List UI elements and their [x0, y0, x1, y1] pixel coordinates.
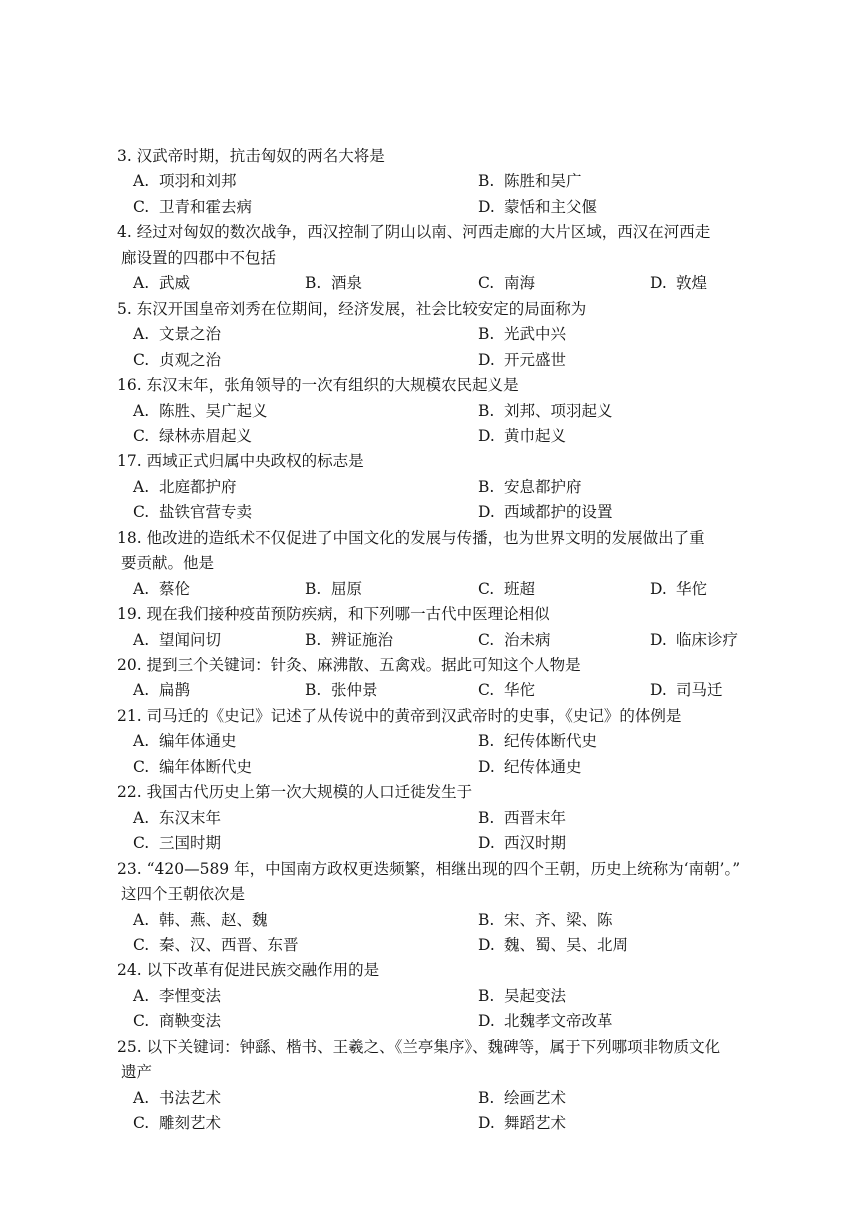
option-text: 陈胜和吴广 [504, 172, 582, 191]
option-letter: B. [305, 274, 322, 293]
option-text: 刘邦、项羽起义 [504, 401, 613, 420]
option-text: 开元盛世 [504, 350, 567, 369]
answer-option [133, 1009, 221, 1033]
option-letter: A. [133, 477, 150, 496]
answer-option [650, 271, 707, 295]
option-text: 安息都护府 [504, 477, 582, 496]
option-text: 黄巾起义 [504, 426, 567, 445]
options-row [0, 424, 867, 448]
question-line [0, 653, 867, 677]
option-letter: C. [133, 426, 150, 445]
option-text: 治未病 [504, 630, 551, 649]
answer-option [305, 271, 362, 295]
option-text: 陈胜、吴广起义 [159, 401, 268, 420]
question-text-continued: 这四个王朝依次是 [121, 885, 246, 903]
option-letter: D. [650, 681, 667, 700]
answer-option [478, 628, 551, 652]
question-line [0, 526, 867, 550]
option-letter: A. [133, 910, 150, 929]
option-text: 扁鹊 [159, 681, 191, 700]
answer-option [133, 831, 221, 855]
answer-option [133, 475, 237, 499]
option-text: 华佗 [504, 681, 536, 700]
option-letter: A. [133, 274, 150, 293]
option-letter: A. [133, 325, 150, 344]
option-letter: D. [478, 503, 495, 522]
question-line [0, 602, 867, 626]
answer-option [650, 628, 738, 652]
option-text: 临床诊疗 [676, 630, 739, 649]
answer-option [478, 195, 597, 219]
answer-option [133, 348, 221, 372]
option-letter: C. [478, 681, 495, 700]
options-row [0, 1009, 867, 1033]
question-text: 18. 他改进的造纸术不仅促进了中国文化的发展与传播，也为世界文明的发展做出了重 [117, 528, 705, 547]
option-letter: D. [478, 426, 495, 445]
answer-option [478, 729, 597, 753]
question-text: 5. 东汉开国皇帝刘秀在位期间，经济发展，社会比较安定的局面称为 [117, 299, 587, 318]
options-row [0, 475, 867, 499]
options-row [0, 831, 867, 855]
question-line [0, 144, 867, 168]
option-letter: B. [305, 681, 322, 700]
answer-option [478, 678, 535, 702]
option-text: 蔡伦 [159, 579, 191, 598]
option-letter: D. [650, 579, 667, 598]
answer-option [478, 322, 566, 346]
answer-option [133, 678, 190, 702]
option-letter: C. [133, 1012, 150, 1031]
option-letter: C. [133, 834, 150, 853]
option-letter: C. [133, 197, 150, 216]
option-letter: B. [478, 910, 495, 929]
options-row [0, 933, 867, 957]
options-row [0, 577, 867, 601]
option-letter: A. [133, 808, 150, 827]
option-text: 纪传体断代史 [504, 732, 598, 751]
option-text: 文景之治 [159, 325, 222, 344]
option-text: 卫青和霍去病 [159, 197, 253, 216]
option-letter: D. [478, 350, 495, 369]
answer-option [478, 1086, 566, 1110]
question-text: 23. “420—589 年，中国南方政权更迭频繁，相继出现的四个王朝，历史上统称为‘南朝’。” [117, 859, 741, 878]
options-row [0, 729, 867, 753]
answer-option [478, 1111, 566, 1135]
option-text: 项羽和刘邦 [159, 172, 237, 191]
question-line [0, 220, 867, 244]
option-letter: D. [650, 630, 667, 649]
option-text: 南海 [504, 274, 536, 293]
question-line [0, 551, 867, 575]
question-text: 25. 以下关键词：钟繇、楷书、王羲之、《兰亭集序》、魏碑等，属于下列哪项非物质文化 [117, 1037, 721, 1056]
options-row [0, 755, 867, 779]
answer-option [478, 984, 566, 1008]
options-row [0, 806, 867, 830]
option-letter: C. [133, 757, 150, 776]
option-text: 舞蹈艺术 [504, 1114, 567, 1133]
question-text: 3. 汉武帝时期，抗击匈奴的两名大将是 [117, 147, 385, 165]
answer-option [133, 729, 237, 753]
options-row [0, 348, 867, 372]
answer-option [133, 399, 268, 423]
option-letter: A. [133, 401, 150, 420]
question-line [0, 704, 867, 728]
option-letter: A. [133, 579, 150, 598]
options-row [0, 322, 867, 346]
option-text: 望闻问切 [159, 630, 222, 649]
options-row [0, 500, 867, 524]
option-letter: A. [133, 681, 150, 700]
question-line [0, 882, 867, 906]
question-text-continued: 遗产 [121, 1063, 153, 1082]
option-text: 李悝变法 [159, 986, 222, 1005]
answer-option [133, 424, 252, 448]
options-row [0, 399, 867, 423]
option-letter: B. [478, 808, 495, 827]
question-text: 21. 司马迁的《史记》记述了从传说中的黄帝到汉武帝时的史事，《史记》的体例是 [117, 706, 682, 725]
question-text: 22. 我国古代历史上第一次大规模的人口迁徙发生于 [117, 783, 473, 802]
options-row [0, 628, 867, 652]
option-text: 纪传体通史 [504, 757, 582, 776]
question-text-continued: 要贡献。他是 [121, 554, 215, 573]
option-text: 贞观之治 [159, 350, 222, 369]
question-line [0, 857, 867, 881]
options-row [0, 678, 867, 702]
options-row [0, 1086, 867, 1110]
option-text: 酒泉 [331, 274, 363, 293]
answer-option [133, 500, 252, 524]
option-text: 张仲景 [331, 681, 378, 700]
options-row [0, 984, 867, 1008]
option-text: 司马迁 [676, 681, 723, 700]
option-text: 吴起变法 [504, 986, 567, 1005]
question-line [0, 297, 867, 321]
option-text: 武威 [159, 274, 191, 293]
option-text: 编年体通史 [159, 732, 237, 751]
option-letter: B. [478, 477, 495, 496]
answer-option [478, 500, 613, 524]
options-row [0, 195, 867, 219]
option-text: 雕刻艺术 [159, 1114, 222, 1133]
option-text: 东汉末年 [159, 808, 222, 827]
option-letter: B. [478, 732, 495, 751]
option-text: 北庭都护府 [159, 477, 237, 496]
question-text-continued: 廊设置的四郡中不包括 [121, 248, 277, 267]
question-line [0, 1060, 867, 1084]
option-letter: A. [133, 172, 150, 191]
question-line [0, 246, 867, 270]
option-letter: B. [478, 986, 495, 1005]
answer-option [133, 806, 221, 830]
option-text: 三国时期 [159, 834, 222, 853]
answer-option [133, 908, 268, 932]
option-text: 西晋末年 [504, 808, 567, 827]
option-text: 宋、齐、梁、陈 [504, 910, 613, 929]
option-text: 盐铁官营专卖 [159, 503, 253, 522]
options-row [0, 908, 867, 932]
option-letter: C. [133, 350, 150, 369]
question-line [0, 1035, 867, 1059]
answer-option [478, 806, 566, 830]
option-text: 班超 [504, 579, 536, 598]
option-text: 屈原 [331, 579, 363, 598]
options-row [0, 271, 867, 295]
option-letter: D. [478, 1114, 495, 1133]
answer-option [478, 348, 566, 372]
answer-option [305, 678, 378, 702]
option-letter: C. [133, 1114, 150, 1133]
option-text: 华佗 [676, 579, 708, 598]
option-letter: A. [133, 986, 150, 1005]
question-text: 19. 现在我们接种疫苗预防疾病，和下列哪一古代中医理论相似 [117, 605, 550, 624]
option-letter: B. [305, 579, 322, 598]
option-text: 蒙恬和主父偃 [504, 197, 598, 216]
answer-option [478, 933, 628, 957]
option-text: 西域都护的设置 [504, 503, 613, 522]
option-letter: D. [478, 834, 495, 853]
answer-option [478, 755, 582, 779]
question-text: 16. 东汉末年，张角领导的一次有组织的大规模农民起义是 [117, 376, 519, 394]
option-letter: C. [478, 579, 495, 598]
answer-option [305, 628, 393, 652]
question-line [0, 373, 867, 397]
option-text: 西汉时期 [504, 834, 567, 853]
option-text: 商鞅变法 [159, 1012, 222, 1031]
question-text: 4. 经过对匈奴的数次战争，西汉控制了阴山以南、河西走廊的大片区域，西汉在河西走 [117, 223, 711, 242]
answer-option [478, 271, 535, 295]
answer-option [478, 475, 582, 499]
option-letter: D. [478, 1012, 495, 1031]
answer-option [133, 628, 221, 652]
option-letter: A. [133, 732, 150, 751]
answer-option [133, 271, 190, 295]
answer-option [133, 577, 190, 601]
question-line [0, 449, 867, 473]
option-text: 北魏孝文帝改革 [504, 1012, 613, 1031]
option-letter: A. [133, 1088, 150, 1107]
option-text: 绿林赤眉起义 [159, 426, 253, 445]
answer-option [478, 577, 535, 601]
answer-option [478, 1009, 613, 1033]
question-line [0, 780, 867, 804]
question-text: 20. 提到三个关键词：针灸、麻沸散、五禽戏。据此可知这个人物是 [117, 656, 581, 674]
option-letter: D. [478, 935, 495, 954]
option-text: 光武中兴 [504, 325, 567, 344]
option-text: 辨证施治 [331, 630, 394, 649]
option-letter: C. [478, 630, 495, 649]
option-letter: C. [478, 274, 495, 293]
answer-option [478, 831, 566, 855]
option-letter: B. [478, 1088, 495, 1107]
option-text: 魏、蜀、吴、北周 [504, 935, 629, 954]
option-text: 韩、燕、赵、魏 [159, 910, 268, 929]
answer-option [650, 678, 723, 702]
answer-option [133, 755, 252, 779]
answer-option [478, 399, 613, 423]
option-letter: B. [478, 325, 495, 344]
answer-option [133, 169, 237, 193]
option-letter: B. [478, 401, 495, 420]
answer-option [478, 908, 613, 932]
option-letter: B. [305, 630, 322, 649]
answer-option [133, 984, 221, 1008]
answer-option [133, 1111, 221, 1135]
answer-option [650, 577, 707, 601]
option-letter: C. [133, 935, 150, 954]
option-text: 书法艺术 [159, 1088, 222, 1107]
answer-option [478, 424, 566, 448]
question-line [0, 958, 867, 982]
option-letter: B. [478, 172, 495, 191]
question-text: 24. 以下改革有促进民族交融作用的是 [117, 961, 380, 980]
answer-option [478, 169, 582, 193]
answer-option [133, 933, 299, 957]
option-letter: D. [478, 757, 495, 776]
option-letter: A. [133, 630, 150, 649]
options-row [0, 169, 867, 193]
option-text: 秦、汉、西晋、东晋 [159, 935, 299, 954]
answer-option [305, 577, 362, 601]
option-letter: D. [478, 197, 495, 216]
option-text: 绘画艺术 [504, 1088, 567, 1107]
answer-option [133, 195, 252, 219]
option-letter: C. [133, 503, 150, 522]
option-text: 编年体断代史 [159, 757, 253, 776]
answer-option [133, 322, 221, 346]
option-text: 敦煌 [676, 274, 708, 293]
question-text: 17. 西域正式归属中央政权的标志是 [117, 452, 364, 471]
options-row [0, 1111, 867, 1135]
option-letter: D. [650, 274, 667, 293]
answer-option [133, 1086, 221, 1110]
